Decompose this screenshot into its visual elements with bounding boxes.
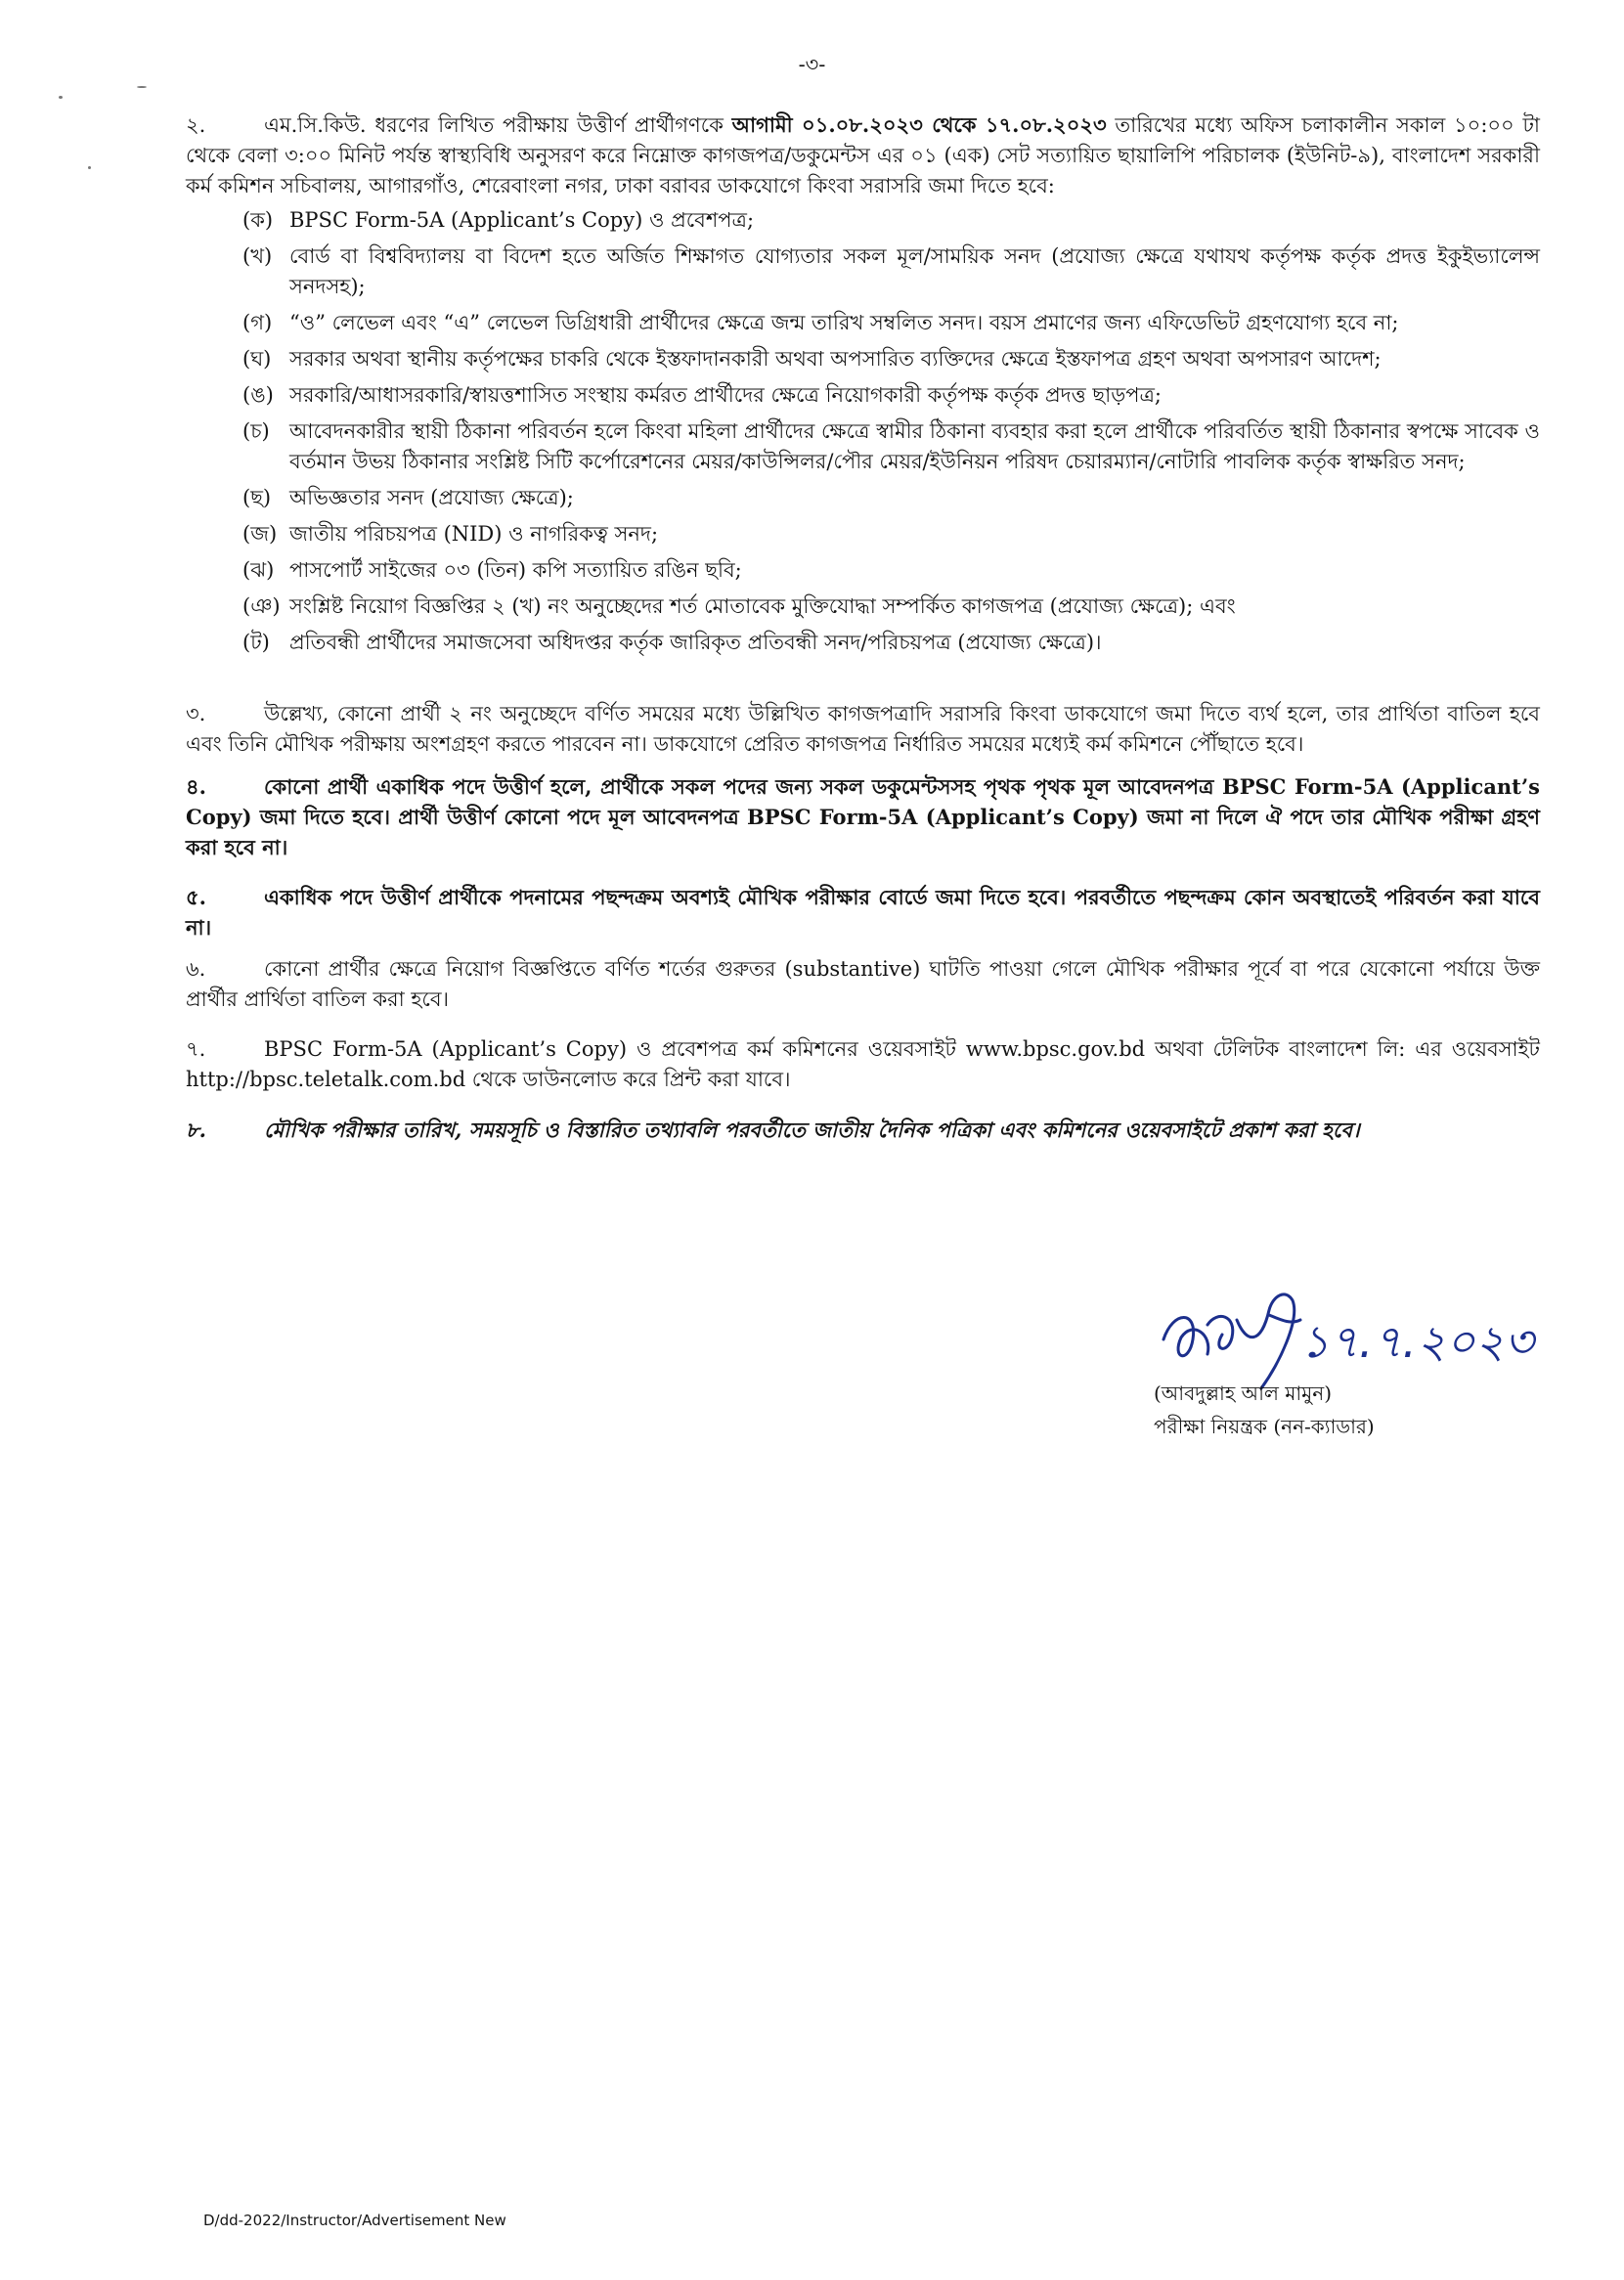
list-item-text: জাতীয় পরিচয়পত্র (NID) ও নাগরিকত্ব সনদ;: [289, 522, 659, 546]
paragraph-text: কোনো প্রার্থী একাধিক পদে উত্তীর্ণ হলে, প্রার্থীকে সকল পদের জন্য সকল ডকুমেন্টসসহ পৃথক পৃথক মূল আবেদনপত্র BPSC Form-5A (Applicant’s Copy) জমা দিতে হবে। প্রার্থী উত্তীর্ণ কোনো পদে মূল আবেদনপত্র BPSC Form-5A (Applicant’s Copy) জমা না দিলে ঐ পদে তার মৌখিক পরীক্ষা গ্রহণ করা হবে না।: [186, 774, 1540, 859]
paragraph-text: BPSC Form-5A (Applicant’s Copy) ও প্রবেশপত্র কর্ম কমিশনের ওয়েবসাইট www.bpsc.gov.bd অথবা টেলিটক বাংলাদেশ লি: এর ওয়েবসাইট http://bpsc.teletalk.com.bd থেকে ডাউনলোড করে প্রিন্ট করা যাবে।: [186, 1037, 1540, 1091]
page-number: -৩-: [798, 53, 826, 76]
list-item: [242, 628, 1540, 658]
scan-speck: [137, 86, 147, 88]
list-item-mark: (ঞ): [242, 594, 281, 618]
list-item-text: সংশ্লিষ্ট নিয়োগ বিজ্ঞপ্তির ২ (খ) নং অনুচ্ছেদের শর্ত মোতাবেক মুক্তিযোদ্ধা সম্পর্কিত কাগজপত্র (প্রযোজ্য ক্ষেত্রে); এবং: [289, 594, 1236, 618]
paragraph-number: ৭.: [186, 1037, 206, 1061]
paragraph-4: [186, 771, 1540, 862]
list-item: [242, 380, 1540, 411]
list-item: [242, 483, 1540, 513]
list-item-text: অভিজ্ঞতার সনদ (প্রযোজ্য ক্ষেত্রে);: [289, 486, 574, 509]
list-item-mark: (ঝ): [242, 558, 275, 582]
list-item-mark: (ছ): [242, 486, 272, 509]
paragraph-number: ২.: [186, 113, 206, 137]
paragraph-text: এম.সি.কিউ. ধরণের লিখিত পরীক্ষায় উত্তীর্ণ প্রার্থীগণকে: [264, 113, 732, 137]
list-item-text: আবেদনকারীর স্থায়ী ঠিকানা পরিবর্তন হলে কিংবা মহিলা প্রার্থীদের ক্ষেত্রে স্বামীর ঠিকানা ব্যবহার করা হলে প্রার্থীকে পরিবর্তিত স্থায়ী ঠিকানার স্বপক্ষে সাবেক ও বর্তমান উভয় ঠিকানার সংশ্লিষ্ট সিটি কর্পোরেশনের মেয়র/কাউন্সিলর/পৌর মেয়র/ইউনিয়ন পরিষদ চেয়ারম্যান/নোটারি পাবলিক কর্তৃক স্বাক্ষরিত সনদ;: [289, 419, 1540, 473]
list-item-text: “ও” লেভেল এবং “এ” লেভেল ডিগ্রিধারী প্রার্থীদের ক্ষেত্রে জন্ম তারিখ সম্বলিত সনদ। বয়স প্রমাণের জন্য এফিডেভিট গ্রহণযোগ্য হবে না;: [289, 311, 1399, 334]
list-item: [242, 519, 1540, 549]
paragraph-text: মৌখিক পরীক্ষার তারিখ, সময়সূচি ও বিস্তারিত তথ্যাবলি পরবর্তীতে জাতীয় দৈনিক পত্রিকা এবং কমিশনের ওয়েবসাইটে প্রকাশ করা হবে।: [264, 1118, 1360, 1142]
paragraph-5: [186, 882, 1540, 943]
document-checklist: [242, 205, 1540, 658]
paragraph-3: [186, 699, 1540, 760]
paragraph-7: [186, 1034, 1540, 1095]
paragraph-number: ৬.: [186, 957, 206, 981]
scan-speck: [59, 96, 63, 99]
list-item-mark: (জ): [242, 522, 278, 546]
paragraph-number: ৩.: [186, 702, 206, 725]
list-item-mark: (ঙ): [242, 383, 274, 407]
list-item-mark: (ঘ): [242, 347, 272, 371]
list-item-mark: (ক): [242, 208, 274, 232]
list-item: [242, 205, 1540, 236]
paragraph-text: একাধিক পদে উত্তীর্ণ প্রার্থীকে পদনামের পছন্দক্রম অবশ্যই মৌখিক পরীক্ষার বোর্ডে জমা দিতে হবে। পরবর্তীতে পছন্দক্রম কোন অবস্থাতেই পরিবর্তন করা যাবে না।: [186, 885, 1540, 940]
paragraph-number: ৪.: [186, 774, 206, 799]
paragraph-8: [186, 1115, 1540, 1145]
list-item-mark: (ট): [242, 631, 270, 654]
list-item-mark: (চ): [242, 419, 270, 443]
list-item-text: BPSC Form-5A (Applicant’s Copy) ও প্রবেশপত্র;: [289, 208, 755, 232]
signatory-title: পরীক্ষা নিয়ন্ত্রক (নন-ক্যাডার): [1154, 1415, 1375, 1438]
handwritten-date: ১৭.৭.২০২৩: [1300, 1315, 1534, 1368]
list-item-text: পাসপোর্ট সাইজের ০৩ (তিন) কপি সত্যায়িত রঙিন ছবি;: [289, 558, 742, 582]
list-item: [242, 555, 1540, 586]
list-item-mark: (গ): [242, 311, 273, 334]
document-body: [186, 110, 1540, 1145]
paragraph-number: ৫.: [186, 885, 206, 909]
submission-dates: আগামী ০১.০৮.২০২৩ থেকে ১৭.০৮.২০২৩: [731, 112, 1107, 137]
list-item: [242, 344, 1540, 374]
list-item-mark: (খ): [242, 244, 273, 268]
signatory-block: [1154, 1377, 1375, 1443]
paragraph-2: [186, 110, 1540, 658]
scan-speck: [88, 166, 91, 169]
signatory-name: (আবদুল্লাহ আল মামুন): [1154, 1381, 1333, 1405]
list-item-text: সরকারি/আধাসরকারি/স্বায়ত্তশাসিত সংস্থায় কর্মরত প্রার্থীদের ক্ষেত্রে নিয়োগকারী কর্তৃপক্ষ কর্তৃক প্রদত্ত ছাড়পত্র;: [289, 383, 1162, 407]
list-item: [242, 592, 1540, 622]
paragraph-text: তারিখের মধ্যে অফিস চলাকালীন সকাল ১০:০০ টা থেকে বেলা ৩:০০ মিনিট পর্যন্ত স্বাস্থ্যবিধি অনুসরণ করে নিম্নোক্ত কাগজপত্র/ডকুমেন্টস এর ০১ (এক) সেট সত্যায়িত ছায়ালিপি পরিচালক (ইউনিট-৯), বাংলাদেশ সরকারী কর্ম কমিশন সচিবালয়, আগারগাঁও, শেরেবাংলা নগর, ঢাকা বরাবর ডাকযোগে কিংবা সরাসরি জমা দিতে হবে:: [186, 113, 1540, 197]
paragraph-number: ৮.: [186, 1118, 206, 1142]
list-item-text: প্রতিবন্ধী প্রার্থীদের সমাজসেবা অধিদপ্তর কর্তৃক জারিকৃত প্রতিবন্ধী সনদ/পরিচয়পত্র (প্রযোজ্য ক্ষেত্রে)।: [289, 631, 1102, 654]
list-item-text: বোর্ড বা বিশ্ববিদ্যালয় বা বিদেশ হতে অর্জিত শিক্ষাগত যোগ্যতার সকল মূল/সাময়িক সনদ (প্রযোজ্য ক্ষেত্রে যথাযথ কর্তৃপক্ষ কর্তৃক প্রদত্ত ইকুইভ্যালেন্স সনদসহ);: [289, 244, 1540, 298]
list-item: [242, 417, 1540, 477]
list-item-text: সরকার অথবা স্থানীয় কর্তৃপক্ষের চাকরি থেকে ইস্তফাদানকারী অথবা অপসারিত ব্যক্তিদের ক্ষেত্রে ইস্তফাপত্র গ্রহণ অথবা অপসারণ আদেশ;: [289, 347, 1382, 371]
paragraph-6: [186, 954, 1540, 1015]
list-item: [242, 308, 1540, 338]
paragraph-text: উল্লেখ্য, কোনো প্রার্থী ২ নং অনুচ্ছেদে বর্ণিত সময়ের মধ্যে উল্লিখিত কাগজপত্রাদি সরাসরি কিংবা ডাকযোগে জমা দিতে ব্যর্থ হলে, তার প্রার্থিতা বাতিল হবে এবং তিনি মৌখিক পরীক্ষায় অংশগ্রহণ করতে পারবেন না। ডাকযোগে প্রেরিত কাগজপত্র নির্ধারিত সময়ের মধ্যেই কর্ম কমিশনে পৌঁছাতে হবে।: [186, 702, 1540, 756]
list-item: [242, 241, 1540, 302]
paragraph-text: কোনো প্রার্থীর ক্ষেত্রে নিয়োগ বিজ্ঞপ্তিতে বর্ণিত শর্তের গুরুতর (substantive) ঘাটতি পাওয়া গেলে মৌখিক পরীক্ষার পূর্বে বা পরে যেকোনো পর্যায়ে উক্ত প্রার্থীর প্রার্থিতা বাতিল করা হবে।: [186, 957, 1540, 1011]
footer-reference: D/dd-2022/Instructor/Advertisement New: [203, 2212, 506, 2229]
